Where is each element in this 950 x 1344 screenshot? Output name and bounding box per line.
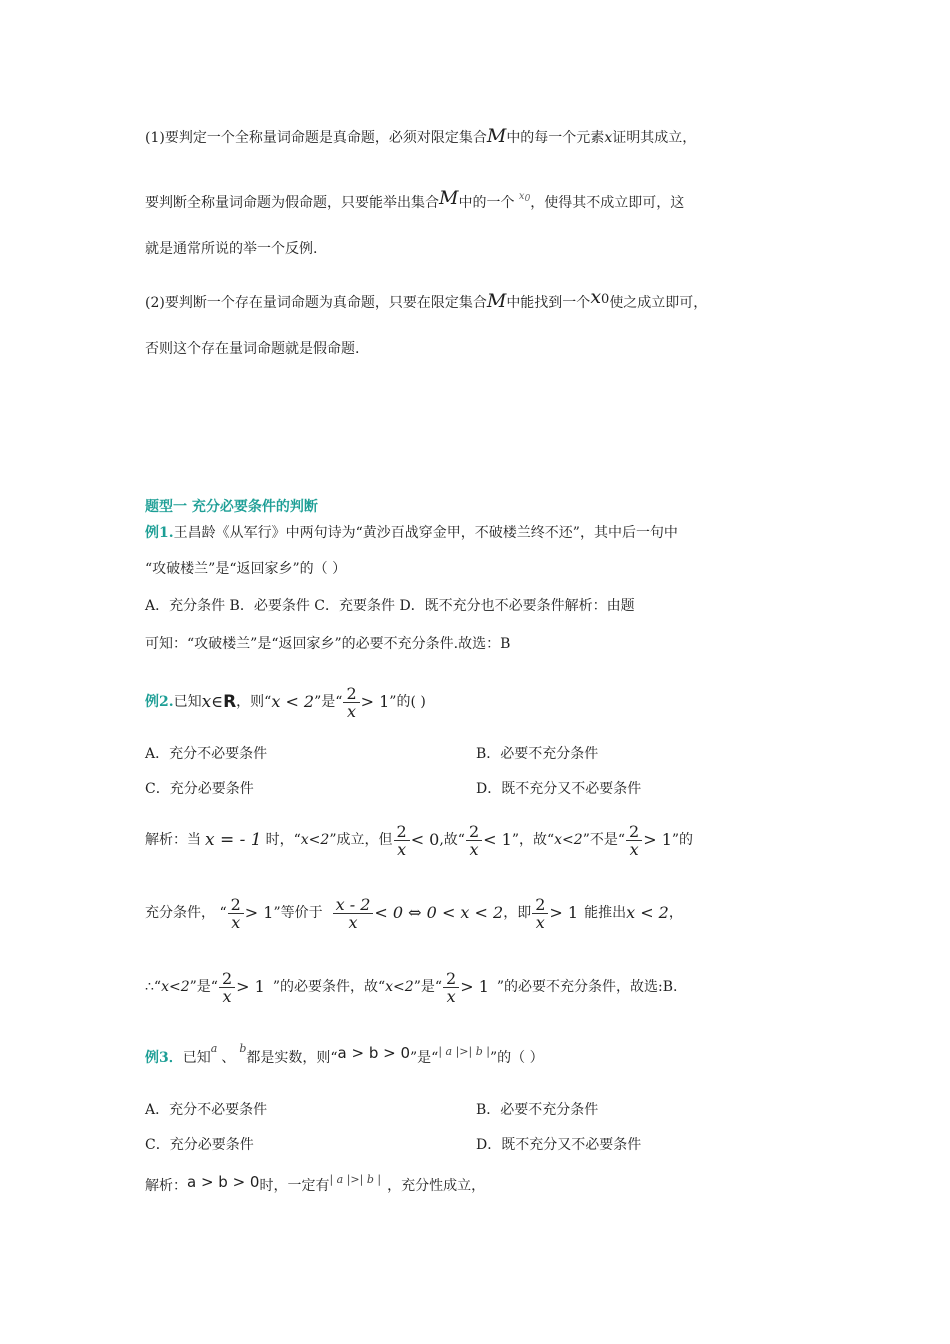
math-x0-sub: 0 xyxy=(601,292,610,307)
text: ”，故“ xyxy=(511,832,555,848)
ex1-line-1 xyxy=(145,523,678,543)
text: 解析： xyxy=(145,1178,187,1194)
text: ”成立，但 xyxy=(329,832,393,848)
option-d: D．既不充分又不必要条件 xyxy=(476,781,642,797)
intro-line-4 xyxy=(145,287,707,313)
math-M: M xyxy=(486,290,507,312)
ex1-label: 例1. xyxy=(145,525,174,541)
intro-line-3: 就是通常所说的举一个反例. xyxy=(145,241,318,257)
ex2-solution-1 xyxy=(145,818,693,862)
text: 证明其成立， xyxy=(612,130,697,146)
math-M: M xyxy=(439,187,459,209)
text: (1)要判定一个全称量词命题是真命题，必须对限定集合 xyxy=(145,130,487,146)
math-x0 xyxy=(519,191,530,202)
math-x0 xyxy=(590,286,609,308)
text: ， xyxy=(668,905,683,921)
math-xlt2: x<2 xyxy=(161,979,190,995)
text: ”是“ xyxy=(189,979,218,995)
math-b: b xyxy=(239,1042,247,1055)
fraction xyxy=(532,896,548,931)
fraction-den: x xyxy=(222,986,232,1006)
text: (2)要判断一个存在量词命题为真命题，只要在限定集合 xyxy=(145,295,487,311)
text: ，充分性成立， xyxy=(387,1178,486,1194)
math-x0-sub: 0 xyxy=(524,194,531,204)
fraction-num: 2 xyxy=(343,685,359,703)
text: 解析：当 xyxy=(145,832,201,848)
fraction-num: 2 xyxy=(626,823,642,841)
ex1-line-2: “攻破楼兰”是“返回家乡”的（ ） xyxy=(145,561,347,577)
math-gt1: > 1 xyxy=(244,903,274,922)
fraction-num: 2 xyxy=(443,970,459,988)
math-M: M xyxy=(486,125,507,147)
section-title: 题型一 充分必要条件的判断 xyxy=(145,499,318,515)
fraction xyxy=(343,685,359,720)
option-a: A．充分不必要条件 xyxy=(145,746,268,762)
fraction xyxy=(466,823,482,858)
ex2-question xyxy=(145,680,426,724)
math-a: a xyxy=(210,1042,218,1055)
math-gt1: > 1 xyxy=(460,977,489,996)
fraction-num: x - 2 xyxy=(333,896,374,914)
math-xlt2: x<2 xyxy=(300,832,330,848)
option-b: B．必要不充分条件 xyxy=(476,746,599,762)
text: 中的每一个元素 xyxy=(506,130,605,146)
math-xlt2: x<2 xyxy=(385,979,414,995)
fraction-num: 2 xyxy=(394,823,410,841)
intro-line-5: 否则这个存在量词命题就是假命题. xyxy=(145,341,360,357)
text: ”的必要条件，故“ xyxy=(272,979,386,995)
ex2-label: 例2. xyxy=(145,694,174,710)
math-lt1: < 1 xyxy=(483,830,512,849)
math-expr: < 0 ⇔ 0 < x < 2 xyxy=(374,903,504,922)
math-x0-base: x xyxy=(590,286,602,308)
math-gt1: > 1 xyxy=(236,977,265,996)
fraction xyxy=(228,896,244,931)
fraction xyxy=(443,970,459,1005)
option-c: C．充分必要条件 xyxy=(145,781,254,797)
text: ，即 xyxy=(503,905,532,921)
fraction-den: x xyxy=(347,701,357,721)
fraction-den: x xyxy=(629,839,639,859)
fraction xyxy=(394,823,410,858)
math-rhs: > 1 xyxy=(360,692,390,711)
ex1-line-3: A．充分条件 B．必要条件 C．充要条件 D．既不充分也不必要条件解析：由题 xyxy=(145,598,635,614)
text: ∴“ xyxy=(145,979,162,995)
math-xlt2: x < 2 xyxy=(626,903,669,922)
math-R: R xyxy=(223,692,237,712)
text: 王昌龄《从军行》中两句诗为“黄沙百战穿金甲，不破楼兰终不还”，其中后一句中 xyxy=(173,525,678,541)
fraction-den: x xyxy=(446,986,456,1006)
ex3-solution-1 xyxy=(145,1168,485,1204)
fraction-den: x xyxy=(231,912,241,932)
ex3-option-d: D．既不充分又不必要条件 xyxy=(476,1137,642,1153)
math-abs: | a |>| b | xyxy=(438,1045,490,1058)
math-cond: x < 2 xyxy=(271,692,315,711)
text: ，则“ xyxy=(236,694,272,710)
fraction-den: x xyxy=(397,839,407,859)
math-cond: a > b > 0 xyxy=(187,1173,260,1191)
text: ”的（ ） xyxy=(489,1050,544,1066)
intro-line-1 xyxy=(145,126,696,148)
ex1-line-4: 可知：“攻破楼兰”是“返回家乡”的必要不充分条件.故选：B xyxy=(145,636,511,652)
intro-line-2 xyxy=(145,187,684,213)
text: ”的 xyxy=(671,832,694,848)
text: ”是“ xyxy=(410,1050,439,1066)
math-x: x xyxy=(201,692,212,712)
text: ”的( ) xyxy=(389,694,426,710)
text: 能推出 xyxy=(584,905,627,921)
math-in: ∈ xyxy=(211,692,224,711)
fraction-num: 2 xyxy=(219,970,235,988)
text: ”不是“ xyxy=(582,832,626,848)
fraction-num: 2 xyxy=(466,823,482,841)
fraction-den: x xyxy=(535,912,545,932)
text: ”是“ xyxy=(314,694,343,710)
math-cond: a > b > 0 xyxy=(337,1044,410,1062)
ex3-question xyxy=(145,1040,544,1076)
fraction-num: 2 xyxy=(228,896,244,914)
fraction xyxy=(333,896,374,931)
ex3-label: 例3． xyxy=(145,1050,183,1066)
math-xlt2: x<2 xyxy=(554,832,583,848)
text: 要判断全称量词命题为假命题，只要能举出集合 xyxy=(145,195,439,211)
ex2-options-ab xyxy=(145,744,267,764)
text: ，使得其不成立即可，这 xyxy=(530,195,685,211)
text: 充分条件， “ xyxy=(145,905,227,921)
text: 已知 xyxy=(182,1050,211,1066)
text: 都是实数，则“ xyxy=(246,1050,338,1066)
text: ,故“ xyxy=(439,832,465,848)
fraction xyxy=(219,970,235,1005)
math-x0-base: x xyxy=(518,191,525,202)
ex2-solution-3 xyxy=(145,962,678,1012)
text: 使之成立即可， xyxy=(609,295,708,311)
text: 、 xyxy=(221,1050,236,1066)
math-expr: x = - 1 xyxy=(205,830,262,850)
fraction-den: x xyxy=(348,912,358,932)
text: ”的必要不充分条件，故选:B. xyxy=(496,979,678,995)
fraction-den: x xyxy=(469,839,479,859)
fraction xyxy=(626,823,642,858)
ex3-option-b: B．必要不充分条件 xyxy=(476,1102,599,1118)
math-gt1: > 1 xyxy=(549,903,579,922)
text: 时，一定有 xyxy=(259,1178,330,1194)
math-gt1: > 1 xyxy=(643,830,672,849)
math-lt0: < 0 xyxy=(410,830,440,849)
fraction-num: 2 xyxy=(532,896,548,914)
text: 中的一个 xyxy=(458,195,515,211)
text: 时，“ xyxy=(265,832,301,848)
text: 中能找到一个 xyxy=(506,295,591,311)
text: ”等价于 xyxy=(273,905,323,921)
math-x: x xyxy=(604,130,613,146)
ex3-option-c: C．充分必要条件 xyxy=(145,1137,254,1153)
ex2-solution-2 xyxy=(145,888,683,938)
text: ”是“ xyxy=(413,979,443,995)
text: 已知 xyxy=(173,694,202,710)
ex3-option-a: A．充分不必要条件 xyxy=(145,1102,268,1118)
math-abs: | a |>| b | xyxy=(329,1173,382,1186)
